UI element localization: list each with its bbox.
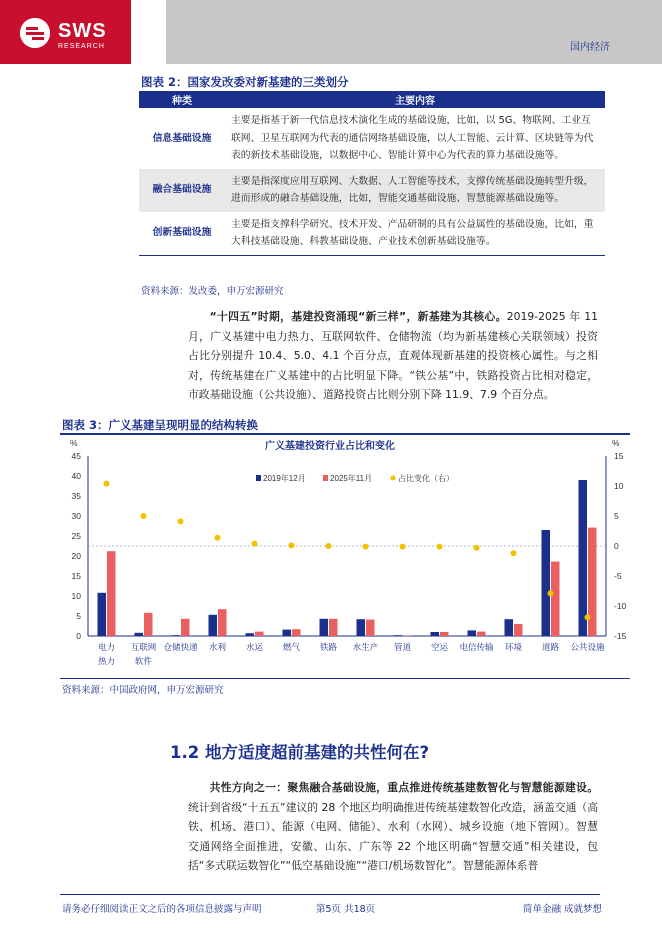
bar-2025: [292, 629, 301, 636]
change-point: [215, 535, 221, 541]
x-tick-label: 环境: [504, 642, 523, 652]
right-tick-label: -15: [614, 631, 627, 641]
paragraph-1-lead: “十四五”时期，基建投资涌现“新三样”，新基建为其核心。: [209, 310, 507, 323]
table-header-content: 主要内容: [225, 91, 605, 108]
x-tick-label: 公共设施: [570, 642, 605, 652]
x-tick-label: 互联网: [130, 642, 157, 652]
change-point: [252, 541, 258, 547]
bar-2019: [246, 633, 255, 636]
paragraph-2-text: 统计到省级“十五五”建议的 28 个地区均明确推进传统基建数智化改造，涵盖交通（高铁、机场、港口）、能源（电网、储能）、水利（水网）、城乡设施（地下管网）。智慧交通网络全面推进，安徽、山东、广东等 22 个地区明确“智慧交通”相关建设，包括“多式联运数智化”“低空基础设施”“港口/机场数智化”。智慧能源体系普: [188, 800, 598, 872]
x-tick-label: 软件: [134, 656, 153, 666]
footer-disclaimer: 请务必仔细阅读正文之后的各项信息披露与声明: [62, 904, 262, 915]
bar-2025: [218, 609, 227, 636]
legend-label-2019: 2019年12月: [263, 474, 306, 483]
left-tick-label: 30: [71, 511, 81, 521]
bar-2019: [505, 619, 514, 636]
figure2-table: [139, 91, 605, 256]
left-axis-unit: %: [70, 438, 78, 448]
logo-text: SWS: [58, 20, 107, 42]
table-cell-category: 创新基础设施: [139, 212, 225, 256]
bar-2025: [181, 619, 190, 636]
logo-subtext: RESEARCH: [58, 43, 105, 50]
paragraph-2-lead: 共性方向之一：聚焦融合基础设施，重点推进传统基建数智化与智慧能源建设。: [209, 781, 598, 794]
table-header-category: 种类: [139, 91, 225, 108]
paragraph-1-text: 2019-2025 年 11 月，广义基建中电力热力、互联网软件、仓储物流（均为新基建核心关联领域）投资占比分别提升 10.4、5.0、4.1 个百分点，直观体现新基建的投资核心属性。与之相对，传统基建在广义基建中的占比明显下降。“铁公基”中，铁路投资占比相对稳定，市政基础设施（公共设施）、道路投资占比则分别下降 11.9、7.9 个百分点。: [188, 310, 598, 401]
legend-label-2025: 2025年11月: [330, 474, 373, 483]
x-tick-label: 水运: [245, 642, 264, 652]
figure3-title: 图表 3：广义基建呈现明显的结构转换: [62, 418, 259, 432]
bar-2025: [514, 624, 523, 636]
footer-slogan: 简单金融 成就梦想: [522, 904, 602, 915]
bar-2019: [320, 619, 329, 636]
table-cell-content: 主要是指深度应用互联网、大数据、人工智能等技术，支撑传统基础设施转型升级，进而形成的融合基础设施，比如，智能交通基础设施、智慧能源基础设施等。: [225, 169, 605, 212]
change-point: [437, 544, 443, 550]
bar-2019: [135, 633, 144, 636]
right-axis-unit: %: [612, 438, 620, 448]
section-tag: 国内经济: [570, 42, 610, 53]
bar-2025: [477, 632, 486, 636]
bar-2025: [551, 562, 560, 636]
header-grey-bar: [166, 0, 662, 64]
section-heading: 1.2 地方适度超前基建的共性何在?: [170, 743, 430, 762]
x-tick-label: 道路: [541, 642, 560, 652]
right-tick-label: 5: [614, 511, 619, 521]
x-tick-label: 铁路: [319, 642, 338, 652]
bar-2025: [440, 632, 449, 636]
change-point: [474, 545, 480, 551]
figure2-title: 图表 2：国家发改委对新基建的三类划分: [141, 75, 349, 89]
footer-rule: [60, 894, 600, 895]
left-tick-label: 45: [71, 451, 81, 461]
right-tick-label: -10: [614, 601, 627, 611]
left-tick-label: 35: [71, 491, 81, 501]
legend-swatch-2019: [256, 475, 261, 481]
bar-2019: [394, 635, 403, 636]
right-tick-label: 15: [614, 451, 624, 461]
change-point: [363, 544, 369, 550]
change-point: [104, 481, 110, 487]
bar-2019: [357, 619, 366, 636]
x-tick-label: 空运: [430, 642, 449, 652]
x-tick-label: 仓储快递: [163, 642, 198, 652]
paragraph-1: [188, 307, 598, 405]
left-tick-label: 5: [76, 611, 81, 621]
change-point: [178, 518, 184, 524]
table-cell-category: 信息基础设施: [152, 132, 212, 144]
bar-2019: [468, 630, 477, 636]
bar-2025: [255, 632, 264, 636]
bar-2019: [172, 635, 181, 636]
x-tick-label: 水生产: [352, 642, 379, 652]
figure3-bottom-rule: [60, 678, 630, 679]
right-tick-label: 10: [614, 481, 624, 491]
legend-swatch-2025: [323, 475, 328, 481]
bar-2025: [329, 619, 338, 636]
left-tick-label: 10: [71, 591, 81, 601]
left-tick-label: 0: [76, 631, 81, 641]
left-tick-label: 15: [71, 571, 81, 581]
x-tick-label: 热力: [97, 656, 116, 666]
table-row: [139, 212, 605, 256]
change-point: [141, 513, 147, 519]
change-point: [585, 614, 591, 620]
sws-logo-icon: [20, 18, 50, 48]
left-tick-label: 25: [71, 531, 81, 541]
right-tick-label: -5: [614, 571, 622, 581]
figure2-source: 资料来源：发改委，申万宏源研究: [141, 286, 284, 297]
figure3-source: 资料来源：中国政府网，申万宏源研究: [62, 685, 224, 696]
bar-2019: [283, 630, 292, 636]
bar-2025: [366, 620, 375, 636]
left-tick-label: 40: [71, 471, 81, 481]
change-point: [326, 543, 332, 549]
bar-2019: [542, 530, 551, 636]
change-point: [400, 544, 406, 550]
bar-2025: [107, 551, 116, 636]
bar-2025: [144, 613, 153, 636]
table-cell-content: 主要是指支撑科学研究、技术开发、产品研制的具有公益属性的基础设施，比如，重大科技基础设施、科教基础设施、产业技术创新基础设施等。: [225, 212, 605, 256]
footer-page-number: 第5页 共18页: [316, 904, 376, 915]
table-row: [139, 169, 605, 212]
x-tick-label: 燃气: [282, 642, 301, 652]
chart-title: 广义基建投资行业占比和变化: [265, 441, 395, 452]
table-cell-content: 主要是指基于新一代信息技术演化生成的基础设施，比如，以 5G、物联网、工业互联网、卫星互联网为代表的通信网络基础设施，以人工智能、云计算、区块链等为代表的新技术基础设施，以数据中心、智能计算中心为代表的算力基础设施等。: [231, 115, 594, 161]
x-tick-label: 电信传输: [459, 642, 494, 652]
bar-2019: [579, 480, 588, 636]
legend-swatch-change: [391, 476, 396, 481]
figure3-chart: [60, 434, 630, 679]
left-tick-label: 20: [71, 551, 81, 561]
bar-2019: [431, 632, 440, 636]
x-tick-label: 电力: [97, 642, 116, 652]
legend-label-change: 占比变化（右）: [398, 474, 454, 483]
bar-2019: [209, 615, 218, 636]
change-point: [511, 550, 517, 556]
header-gap: [131, 0, 166, 64]
table-cell-category: 融合基础设施: [139, 169, 225, 212]
table-row: [139, 108, 605, 169]
bar-2019: [98, 593, 107, 636]
paragraph-2: [188, 778, 598, 876]
right-tick-label: 0: [614, 541, 619, 551]
x-tick-label: 水利: [208, 642, 227, 652]
change-point: [289, 542, 295, 548]
x-tick-label: 管道: [393, 642, 412, 652]
change-point: [548, 590, 554, 596]
